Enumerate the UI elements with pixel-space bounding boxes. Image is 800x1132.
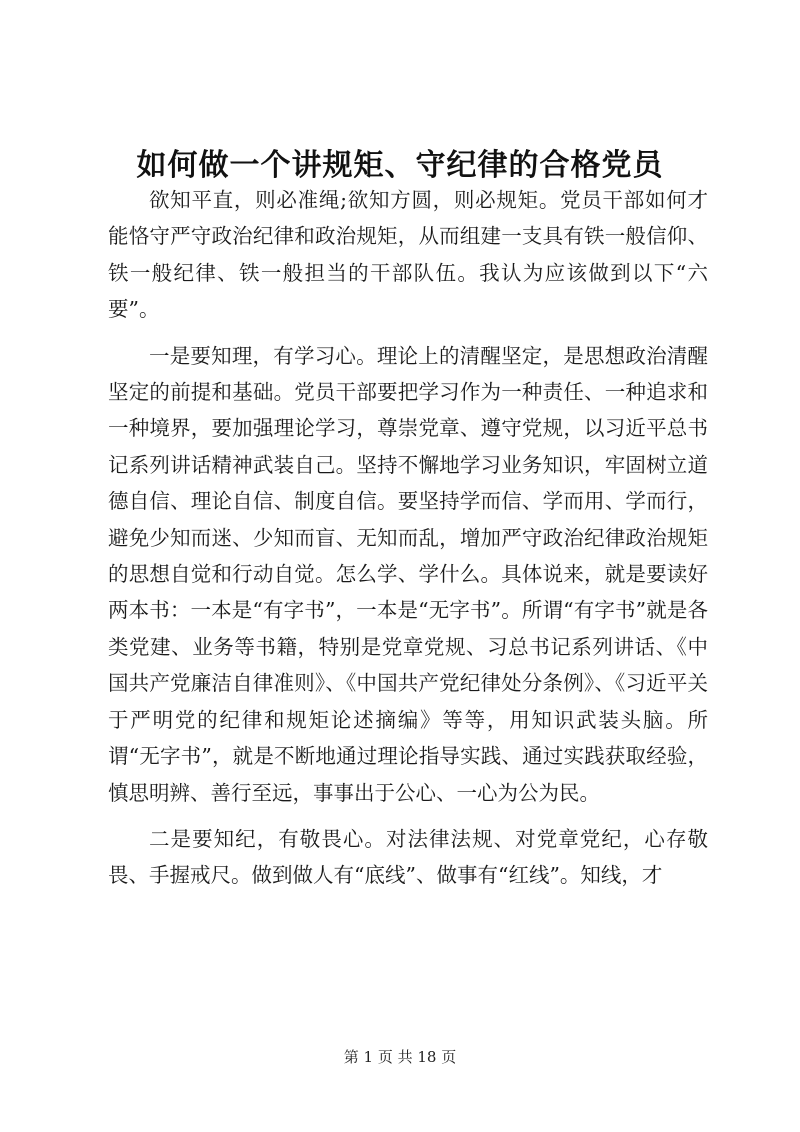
paragraph-two: 二是要知纪，有敬畏心。对法律法规、对党章党纪，心存敬畏、手握戒尺。做到做人有“底线”、做事有“红线”。知线，才 — [108, 826, 708, 888]
paragraph-one: 一是要知理，有学习心。理论上的清醒坚定，是思想政治清醒坚定的前提和基础。党员干部要把学习作为一种责任、一种追求和一种境界，要加强理论学习，尊崇党章、遵守党规，以习近平总书记系列讲话精神武装自己。坚持不懈地学习业务知识，牢固树立道德自信、理论自信、制度自信。要坚持学而信、学而用、学而行，避免少知而迷、少知而盲、无知而乱，增加严守政治纪律政治规矩的思想自觉和行动自觉。怎么学、学什么。具体说来，就是要读好两本书：一本是“有字书”，一本是“无字书”。所谓“有字书”就是各类党建、业务等书籍，特别是党章党规、习总书记系列讲话、《中国共产党廉洁自律准则》、《中国共产党纪律处分条例》、《习近平关于严明党的纪律和规矩论述摘编》等等，用知识武装头脑。所谓“无字书”，就是不断地通过理论指导实践、通过实践获取经验，慎思明辨、善行至远，事事出于公心、一心为公为民。 — [108, 343, 708, 805]
document-title: 如何做一个讲规矩、守纪律的合格党员 — [136, 148, 664, 183]
document-body — [108, 182, 708, 904]
page-number-footer: 第 1 页 共 18 页 — [343, 1048, 457, 1066]
paragraph-intro: 欲知平直，则必准绳;欲知方圆，则必规矩。党员干部如何才能恪守严守政治纪律和政治规矩，从而组建一支具有铁一般信仰、铁一般纪律、铁一般担当的干部队伍。我认为应该做到以下“六要”。 — [108, 188, 708, 322]
